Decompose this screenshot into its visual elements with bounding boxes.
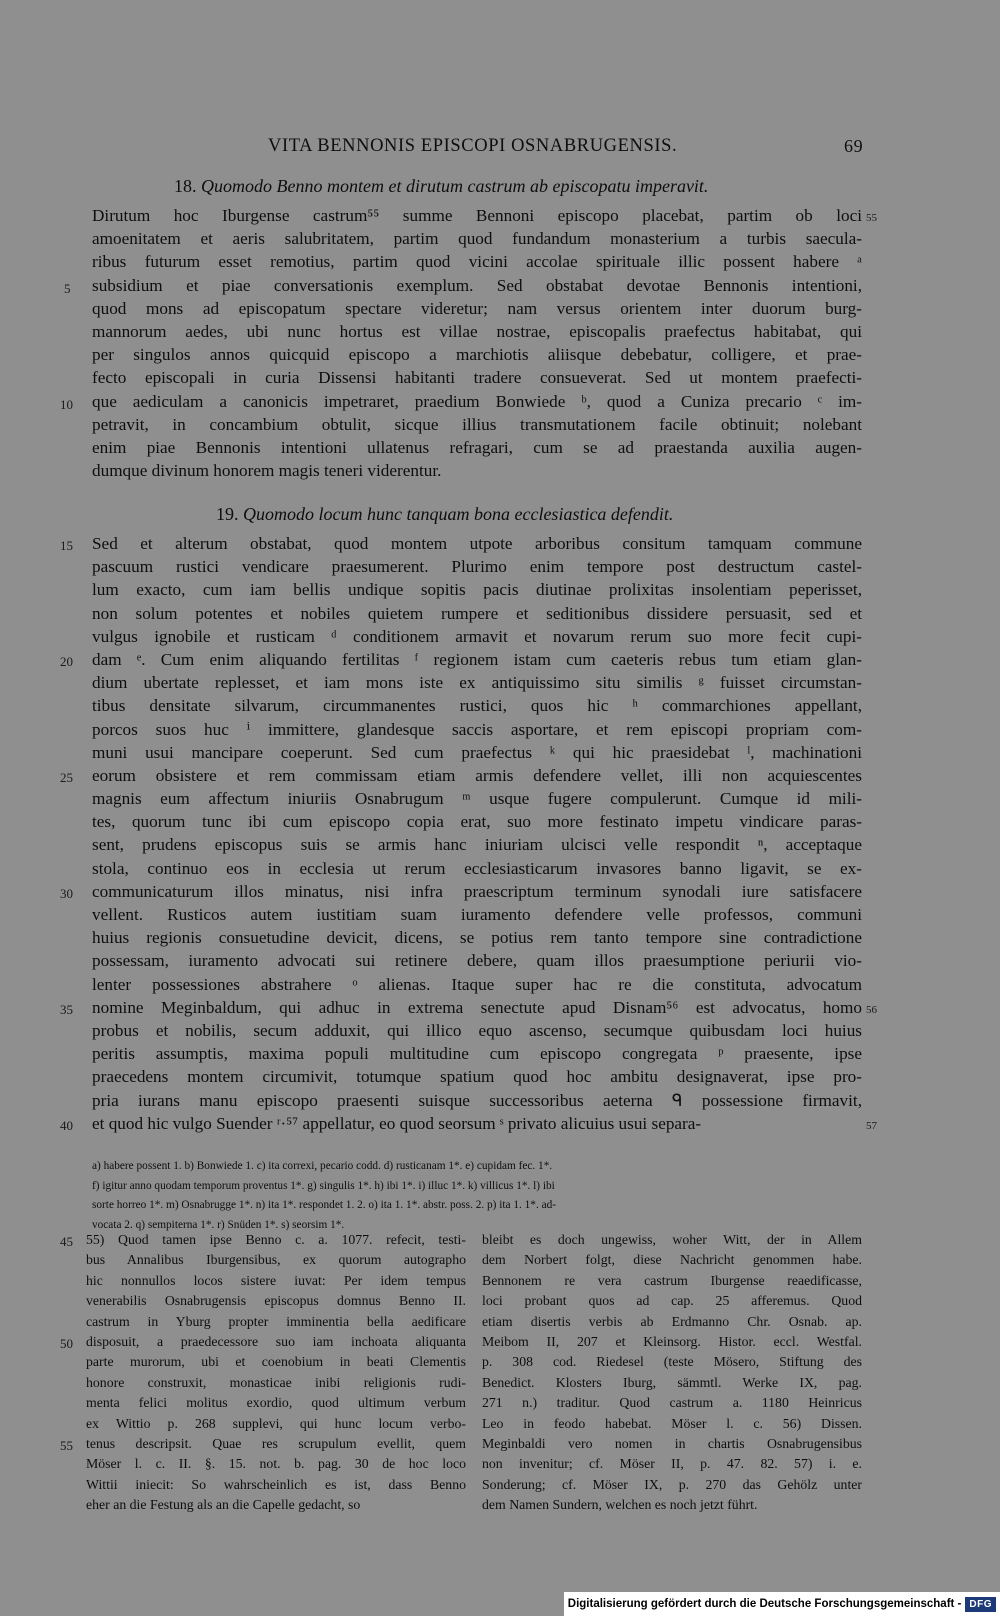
text-line: huius regionis consuetudine devicit, dicens, se potius rem tanto tempore sine contradictione (92, 928, 862, 948)
section-number: 19. (216, 504, 239, 524)
footnotes-left-column (86, 1230, 466, 1515)
text-line: enim piae Bennonis intentioni ullatenus refragari, cum se ad praestanda auxilia augen- (92, 437, 862, 457)
text-line: lenter possessiones abstrahere ᵒ alienas. Itaque super hac re die constituta, advocatum (92, 974, 862, 994)
text-line: non solum potentes et nobiles quietem rumpere et seditionibus dissidere persuasit, sed et (92, 603, 862, 623)
digitization-credit (564, 1592, 1000, 1616)
running-header (268, 136, 864, 157)
footnote-line: dem Norbert folgt, diese Nachricht genommen habe. (482, 1252, 862, 1268)
section-19-title (216, 504, 673, 525)
dfg-logo: DFG (965, 1597, 996, 1612)
text-line: lum exacto, cum iam bellis undique sopitis pacis diutinae prolixitas insolentiam peperisset, (92, 580, 862, 600)
page-number: 69 (844, 136, 864, 156)
text-line: muni usui mancipare coeperunt. Sed cum praefectus ᵏ qui hic praesidebat ˡ, machinationi (92, 742, 862, 762)
footnote-line: 55) Quod tamen ipse Benno c. a. 1077. refecit, testi- (86, 1232, 466, 1247)
text-line: praecedens montem circumivit, totumque spatium quod hoc ambitu designaverat, ipse pro- (92, 1067, 862, 1087)
footnote-line: bus Annalibus Iburgensibus, ex quorum autographo (86, 1252, 466, 1268)
text-line: subsidium et piae conversationis exemplum. Sed obstabat devotae Bennonis intentioni, (92, 275, 862, 295)
text-line: amoenitatem et aeris salubritatem, partim quod fundandum monasterium a turbis saecula- (92, 229, 862, 249)
text-line: dumque divinum honorem magis teneri viderentur. (92, 461, 442, 481)
apparatus-line: sorte horreo 1*. m) Osnabrugge 1*. n) ita 1*. respondet 1. 2. o) ita 1. 1*. abstr. poss. 2. p) ita 1. 1*. ad- (92, 1199, 557, 1211)
footnote-line: Benedict. Klosters Iburg, sämmtl. Werke IX, pag. (482, 1374, 862, 1390)
text-line: possessam, iuramento advocati sui retinere debere, quam illos praesumptione periurii vio- (92, 951, 862, 971)
footnote-line: Wittii iniecit: So wahrscheinlich es ist, dass Benno (86, 1476, 466, 1492)
credit-text: Digitalisierung gefördert durch die Deutsche Forschungsgemeinschaft - (567, 1598, 962, 1610)
text-line: communicaturum illos minatus, nisi infra praescriptum terminum synodali iure satisfacere (92, 881, 862, 901)
footnote-line: loci probant quos ad cap. 25 afferemus. Quod (482, 1293, 862, 1309)
footnote-line: Sonderung; cf. Möser IX, p. 270 das Gehölz unter (482, 1476, 862, 1492)
text-line: tibus densitate silvarum, circummanentes rustici, quos hic ʰ commarchiones appellant, (92, 696, 862, 716)
line-number: 10 (60, 397, 73, 412)
line-number: 55 (60, 1438, 73, 1453)
section-18-title (174, 176, 708, 197)
footnote-line: 271 n.) traditur. Quod castrum a. 1180 Heinricus (482, 1395, 862, 1411)
text-line: mannorum aedes, ubi nunc hortus est villae nostrae, episcopalis praefectus habitabat, qui (92, 321, 862, 341)
text-line: quod mons ad episcopatum spectare videretur; nam versus orientem inter duorum burg- (92, 298, 862, 318)
text-line: sent, prudens episcopus suis se armis hanc iniuriam ulcisci velle respondit ⁿ, acceptaque (92, 835, 862, 855)
section-19-body (92, 532, 862, 1135)
apparatus-line: f) igitur anno quodam temporum proventus 1*. g) singulis 1*. h) ibi 1*. i) illuc 1*. k) villicus 1*. l) ibi (92, 1179, 555, 1192)
footnote-line: Bennonem re vera castrum Iburgense reaedificasse, (482, 1272, 862, 1288)
footnote-line: Leo in feodo habebat. Möser l. c. 56) Dissen. (482, 1415, 862, 1431)
apparatus-line: a) habere possent 1. b) Bonwiede 1. c) ita correxi, pecario codd. d) rusticanam 1*. e) cupidam fec. 1*. (92, 1160, 553, 1172)
line-number: 45 (60, 1234, 73, 1249)
footnote-line: Möser l. c. II. §. 15. not. b. pag. 30 de hoc loco (86, 1456, 466, 1472)
line-number: 40 (60, 1118, 73, 1133)
text-line: vulgus ignobile et rusticam ᵈ conditionem armavit et novarum rerum suo more fecit cupi- (92, 626, 862, 646)
text-line: fecto episcopali in curia Dissensi habitanti tradere consueverat. Sed ut montem praefecti- (92, 368, 862, 388)
footnote-line: castrum in Yburg propter imminentia bella aedificare (86, 1313, 466, 1329)
text-line: magnis eum affectum iniuriis Osnabrugum ᵐ usque fugere compulerunt. Cumque id mili- (92, 789, 862, 809)
critical-apparatus (92, 1157, 862, 1235)
text-line: vellent. Rusticos autem iustitiam suam iuramento defendere velle professos, communi (92, 905, 862, 924)
margin-note-number: 57 (866, 1120, 877, 1132)
footnote-line: eher an die Festung als an die Capelle gedacht, so (86, 1497, 361, 1513)
text-line: que aediculam a canonicis impetraret, praedium Bonwiede ᵇ, quod a Cuniza precario ᶜ im- (92, 391, 862, 411)
line-number: 35 (60, 1002, 73, 1017)
margin-note-number: 56 (866, 1004, 877, 1016)
footnote-line: hic nonnullos locos sistere iuvat: Per idem tempus (86, 1272, 466, 1288)
text-line: Dirutum hoc Iburgense castrum⁵⁵ summe Bennoni episcopo placebat, partim ob loci (92, 206, 862, 225)
text-line: stola, continuo eos in ecclesia ut rerum ecclesiasticarum invasores banno ligavit, se ex- (92, 858, 862, 878)
text-line: tes, quorum tunc ibi cum episcopo copia erat, suo more festinato impetu vindicare paras- (92, 812, 862, 832)
footnote-line: p. 308 cod. Riedesel (teste Mösero, Stiftung des (482, 1354, 862, 1370)
text-line: pria iurans manu episcopo praesenti suisque successoribus aeterna ᑫ possessione firmavit, (92, 1090, 862, 1110)
line-number: 15 (60, 538, 73, 553)
text-line: probus et nobilis, secum adduxit, qui illico equo ascenso, secumque quibusdam loci huius (92, 1020, 862, 1040)
text-line: peritis assumptis, maxima populi multitudine cum episcopo congregata ᵖ praesente, ipse (92, 1044, 862, 1064)
text-line: pascuum rustici vendicare praesumerent. Plurimo enim tempore post destructum castel- (92, 557, 862, 577)
footnote-line: disposuit, a praedecessore suo iam inchoata aliquanta (86, 1333, 466, 1349)
footnote-line: bleibt es doch ungewiss, woher Witt, der in Allem (482, 1232, 862, 1247)
text-line: Sed et alterum obstabat, quod montem utpote arboribus consitum tamquam commune (92, 534, 862, 553)
text-line: et quod hic vulgo Suender ʳ·⁵⁷ appellatur, eo quod seorsum ˢ privato alicuius usui separa- (92, 1113, 702, 1133)
section-18-body (92, 204, 862, 482)
text-line: nomine Meginbaldum, qui adhuc in extrema senectute apud Disnam⁵⁶ est advocatus, homo (92, 997, 862, 1017)
line-number: 5 (64, 281, 71, 296)
line-number: 30 (60, 886, 73, 901)
footnote-line: dem Namen Sundern, welchen es noch jetzt führt. (482, 1497, 758, 1513)
footnote-line: honore construxit, monasticae inibi religionis rudi- (86, 1374, 466, 1390)
footnote-line: parte murorum, ubi et coenobium in beati Clementis (86, 1354, 466, 1370)
text-line: dium ubertate replesset, et iam mons iste ex antiquissimo situ similis ᵍ fuisset circumstan- (92, 673, 862, 693)
footnote-line: etiam disertis verbis ab Erdmanno Chr. Osnab. ap. (482, 1313, 862, 1329)
text-line: petravit, in concambium obtulit, sicque illius transmutationem facile obtinuit; nolebant (92, 414, 862, 434)
text-line: eorum obsistere et rem commissam etiam armis defendere vellet, illi non acquiescentes (92, 765, 862, 785)
text-line: porcos suos huc ⁱ immittere, glandesque saccis asportare, et rem episcopi propriam com- (92, 719, 862, 739)
footnote-line: non invenitur; cf. Möser II, p. 47. 82. 57) i. e. (482, 1456, 862, 1472)
footnote-line: Meginbaldi vero nomen in chartis Osnabrugensibus (482, 1435, 862, 1451)
line-number: 50 (60, 1336, 73, 1351)
section-number: 18. (174, 176, 197, 196)
text-line: dam ᵉ. Cum enim aliquando fertilitas ᶠ regionem istam cum caeteris rebus tum etiam glan- (92, 649, 862, 669)
footnote-line: tenus descripsit. Quae res scrupulum evellit, quem (86, 1435, 466, 1451)
footnotes-right-column (482, 1230, 862, 1515)
footnote-line: Meibom II, 207 et Kleinsorg. Histor. eccl. Westfal. (482, 1333, 862, 1349)
text-line: ribus futurum esset remotius, partim quod vicini accolae spirituale illic possent habere ᵃ (92, 252, 862, 272)
section-title-text: Quomodo locum hunc tanquam bona ecclesiastica defendit. (243, 504, 674, 524)
margin-note-number: 55 (866, 212, 877, 224)
footnote-line: venerabilis Osnabrugensis episcopus domnus Benno II. (86, 1293, 466, 1309)
apparatus-line: vocata 2. q) sempiterna 1*. r) Snüden 1*. s) seorsim 1*. (92, 1218, 345, 1231)
header-title: VITA BENNONIS EPISCOPI OSNABRUGENSIS. (268, 136, 678, 156)
line-number: 25 (60, 770, 73, 785)
line-number: 20 (60, 654, 73, 669)
text-line: per singulos annos quicquid episcopo a marchiotis aliisque debebatur, colligere, et prae- (92, 345, 862, 365)
footnote-line: ex Wittio p. 268 supplevi, qui hunc locum verbo- (86, 1415, 466, 1431)
section-title-text: Quomodo Benno montem et dirutum castrum ab episcopatu imperavit. (201, 176, 709, 196)
footnote-line: menta felici molitus exordio, quod ultimum verbum (86, 1395, 466, 1411)
